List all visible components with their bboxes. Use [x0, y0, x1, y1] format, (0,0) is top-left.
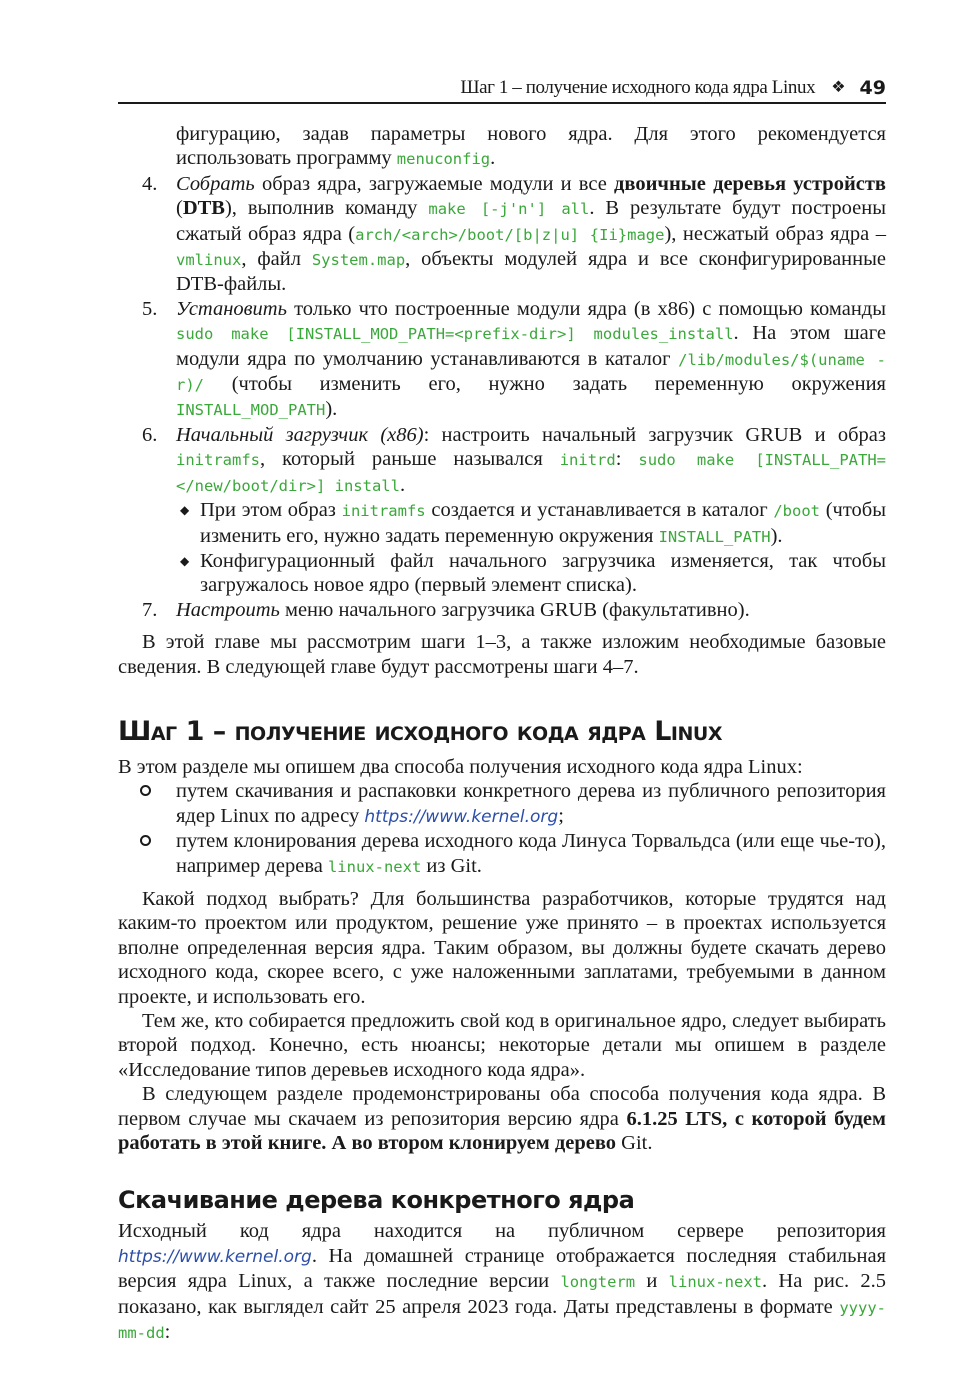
subsection-heading: Скачивание дерева конкретного ядра: [118, 1186, 635, 1215]
code-make-install: sudo make [INSTALL_PATH=</new/boot/dir>] install: [176, 451, 886, 495]
code-menuconfig: menuconfig: [396, 150, 491, 169]
step-item-4: 4. Собрать образ ядра, загружаемые модули и все двоичные деревья устройств (DTB), выполнив команду make [-j'n'] all. В результате будут построены сжатый образ ядра (arch/<arch>/boot/[b|z|u] {Ii}mage), несжатый образ ядра – vmlinux, файл System.map, объекты модулей ядра и все сконфигурированные DTB-файлы.: [142, 172, 887, 296]
bullet-item: ◆ Конфигурационный файл начального загрузчика изменяется, так чтобы загружалось новое ядро (первый элемент списка).: [180, 549, 886, 597]
code-install-mod-path: INSTALL_MOD_PATH: [176, 401, 326, 420]
code-date-format: yyyy-mm-dd: [118, 1298, 886, 1343]
code-linux-next: linux-next: [327, 857, 422, 876]
paragraph: Исходный код ядра находится на публичном сервере репозитория https://www.kernel.org. На домашней странице отображается последняя стабильная версия ядра Linux, а также последние версии longterm и linux-next. На рис. 2.5 показано, как выглядел сайт 25 апреля 2023 года. Даты представлены в формате yyyy-mm-dd:: [118, 1220, 886, 1344]
code-make-all: make [-j'n'] all: [428, 200, 590, 219]
section-heading: Шаг 1 – получение исходного кода ядра Linux: [118, 715, 722, 747]
approach-item: путем клонирования дерева исходного кода Линуса Торвальдса (или еще чье-то), например дерева linux-next из Git.: [118, 829, 886, 879]
code-modules-install: sudo make [INSTALL_MOD_PATH=<prefix-dir>] modules_install: [176, 325, 734, 344]
approach-item: путем скачивания и распаковки конкретного дерева из публичного репозитория ядер Linux по адресу https://www.kernel.org;: [118, 779, 886, 829]
step-item-5: 5. Установить только что построенные модули ядра (в x86) с помощью команды sudo make [INSTALL_MOD_PATH=<prefix-dir>] modules_install. На этом шаге модули ядра по умолчанию устанавливаются в каталог /lib/modules/$(uname -r)/ (чтобы изменить его, нужно задать переменную окружения INSTALL_MOD_PATH).: [142, 297, 886, 421]
code-linux-next: linux-next: [668, 1273, 762, 1292]
section-intro: В этом разделе мы опишем два способа получения исходного кода ядра Linux:: [118, 755, 803, 778]
code-lib-modules: /lib/modules/$(uname -r)/: [176, 350, 886, 395]
step-number: 7.: [142, 598, 158, 621]
paragraph: Тем же, кто собирается предложить свой код в оригинальное ядро, следует выбирать второй подход. Конечно, есть нюансы; некоторые детали мы опишем в разделе «Исследование типов деревьев исходного кода ядра».: [118, 1010, 886, 1081]
summary-paragraph: В этой главе мы рассмотрим шаги 1–3, а также изложим необходимые базовые сведения. В следующей главе будут рассмотрены шаги 4–7.: [118, 631, 886, 678]
circle-bullet-icon: [140, 835, 151, 846]
paragraph: В следующем разделе продемонстрированы оба способа получения кода ядра. В первом случае мы скачаем из репозитория версию ядра 6.1.25 LTS, с которой будем работать в этой книге. А во втором клонируем дерево Git.: [118, 1083, 886, 1155]
step-number: 5.: [142, 297, 158, 320]
code-longterm: longterm: [560, 1273, 636, 1292]
page-content: [118, 122, 886, 1345]
code-vmlinux: vmlinux: [176, 251, 242, 270]
steps-list: [118, 172, 886, 622]
step-item-6: 6. Начальный загрузчик (x86): настроить начальный загрузчик GRUB и образ initramfs, который раньше назывался initrd: sudo make [INSTALL_PATH=</new/boot/dir>] install. ◆ При этом образ initramfs создается и устанавливается в каталог /boot (чтобы изменить его, нужно задать переменную окружения INSTALL_PATH). ◆ Конфигурационный файл начального загрузчика изменяется, так чтобы загружалось новое ядро (первый элемент списка).: [142, 423, 886, 597]
diamond-bullet-icon: ◆: [180, 553, 190, 568]
page-number: 49: [859, 76, 886, 99]
running-header: [118, 74, 886, 104]
bullet-item: ◆ При этом образ initramfs создается и устанавливается в каталог /boot (чтобы изменить его, нужно задать переменную окружения INSTALL_PATH).: [180, 499, 886, 547]
intro-continuation: фигурацию, задав параметры нового ядра. Для этого рекомендуется использовать программу menuconfig.: [176, 123, 886, 170]
code-initrd: initrd: [559, 451, 616, 470]
step-6-bullets: [176, 498, 886, 598]
running-title: Шаг 1 – получение исходного кода ядра Linux: [460, 76, 816, 98]
paragraph: Какой подход выбрать? Для большинства разработчиков, которые трудятся над каким-то проектом или продуктом, решение уже принято – в проектах используется вполне определенная версия ядра. Таким образом, вы должны будете скачать дерево исходного кода, скорее всего, с уже наложенными заплатами, требуемыми в данном проекте, и использовать его.: [118, 887, 886, 1008]
ornament-icon: ❖: [831, 78, 846, 96]
kernel-org-link[interactable]: https://www.kernel.org: [118, 1246, 312, 1267]
step-number: 4.: [142, 172, 158, 195]
step-item-7: 7. Настроить меню начального загрузчика GRUB (факультативно).: [142, 598, 750, 621]
kernel-org-link[interactable]: https://www.kernel.org: [364, 806, 559, 827]
diamond-bullet-icon: ◆: [180, 503, 190, 518]
code-initramfs: initramfs: [176, 451, 260, 470]
step-number: 6.: [142, 423, 158, 446]
code-system-map: System.map: [311, 251, 406, 270]
code-image-path: arch/<arch>/boot/[b|z|u] {Ii}mage: [355, 225, 665, 244]
approach-list: [118, 779, 886, 879]
circle-bullet-icon: [140, 785, 151, 796]
